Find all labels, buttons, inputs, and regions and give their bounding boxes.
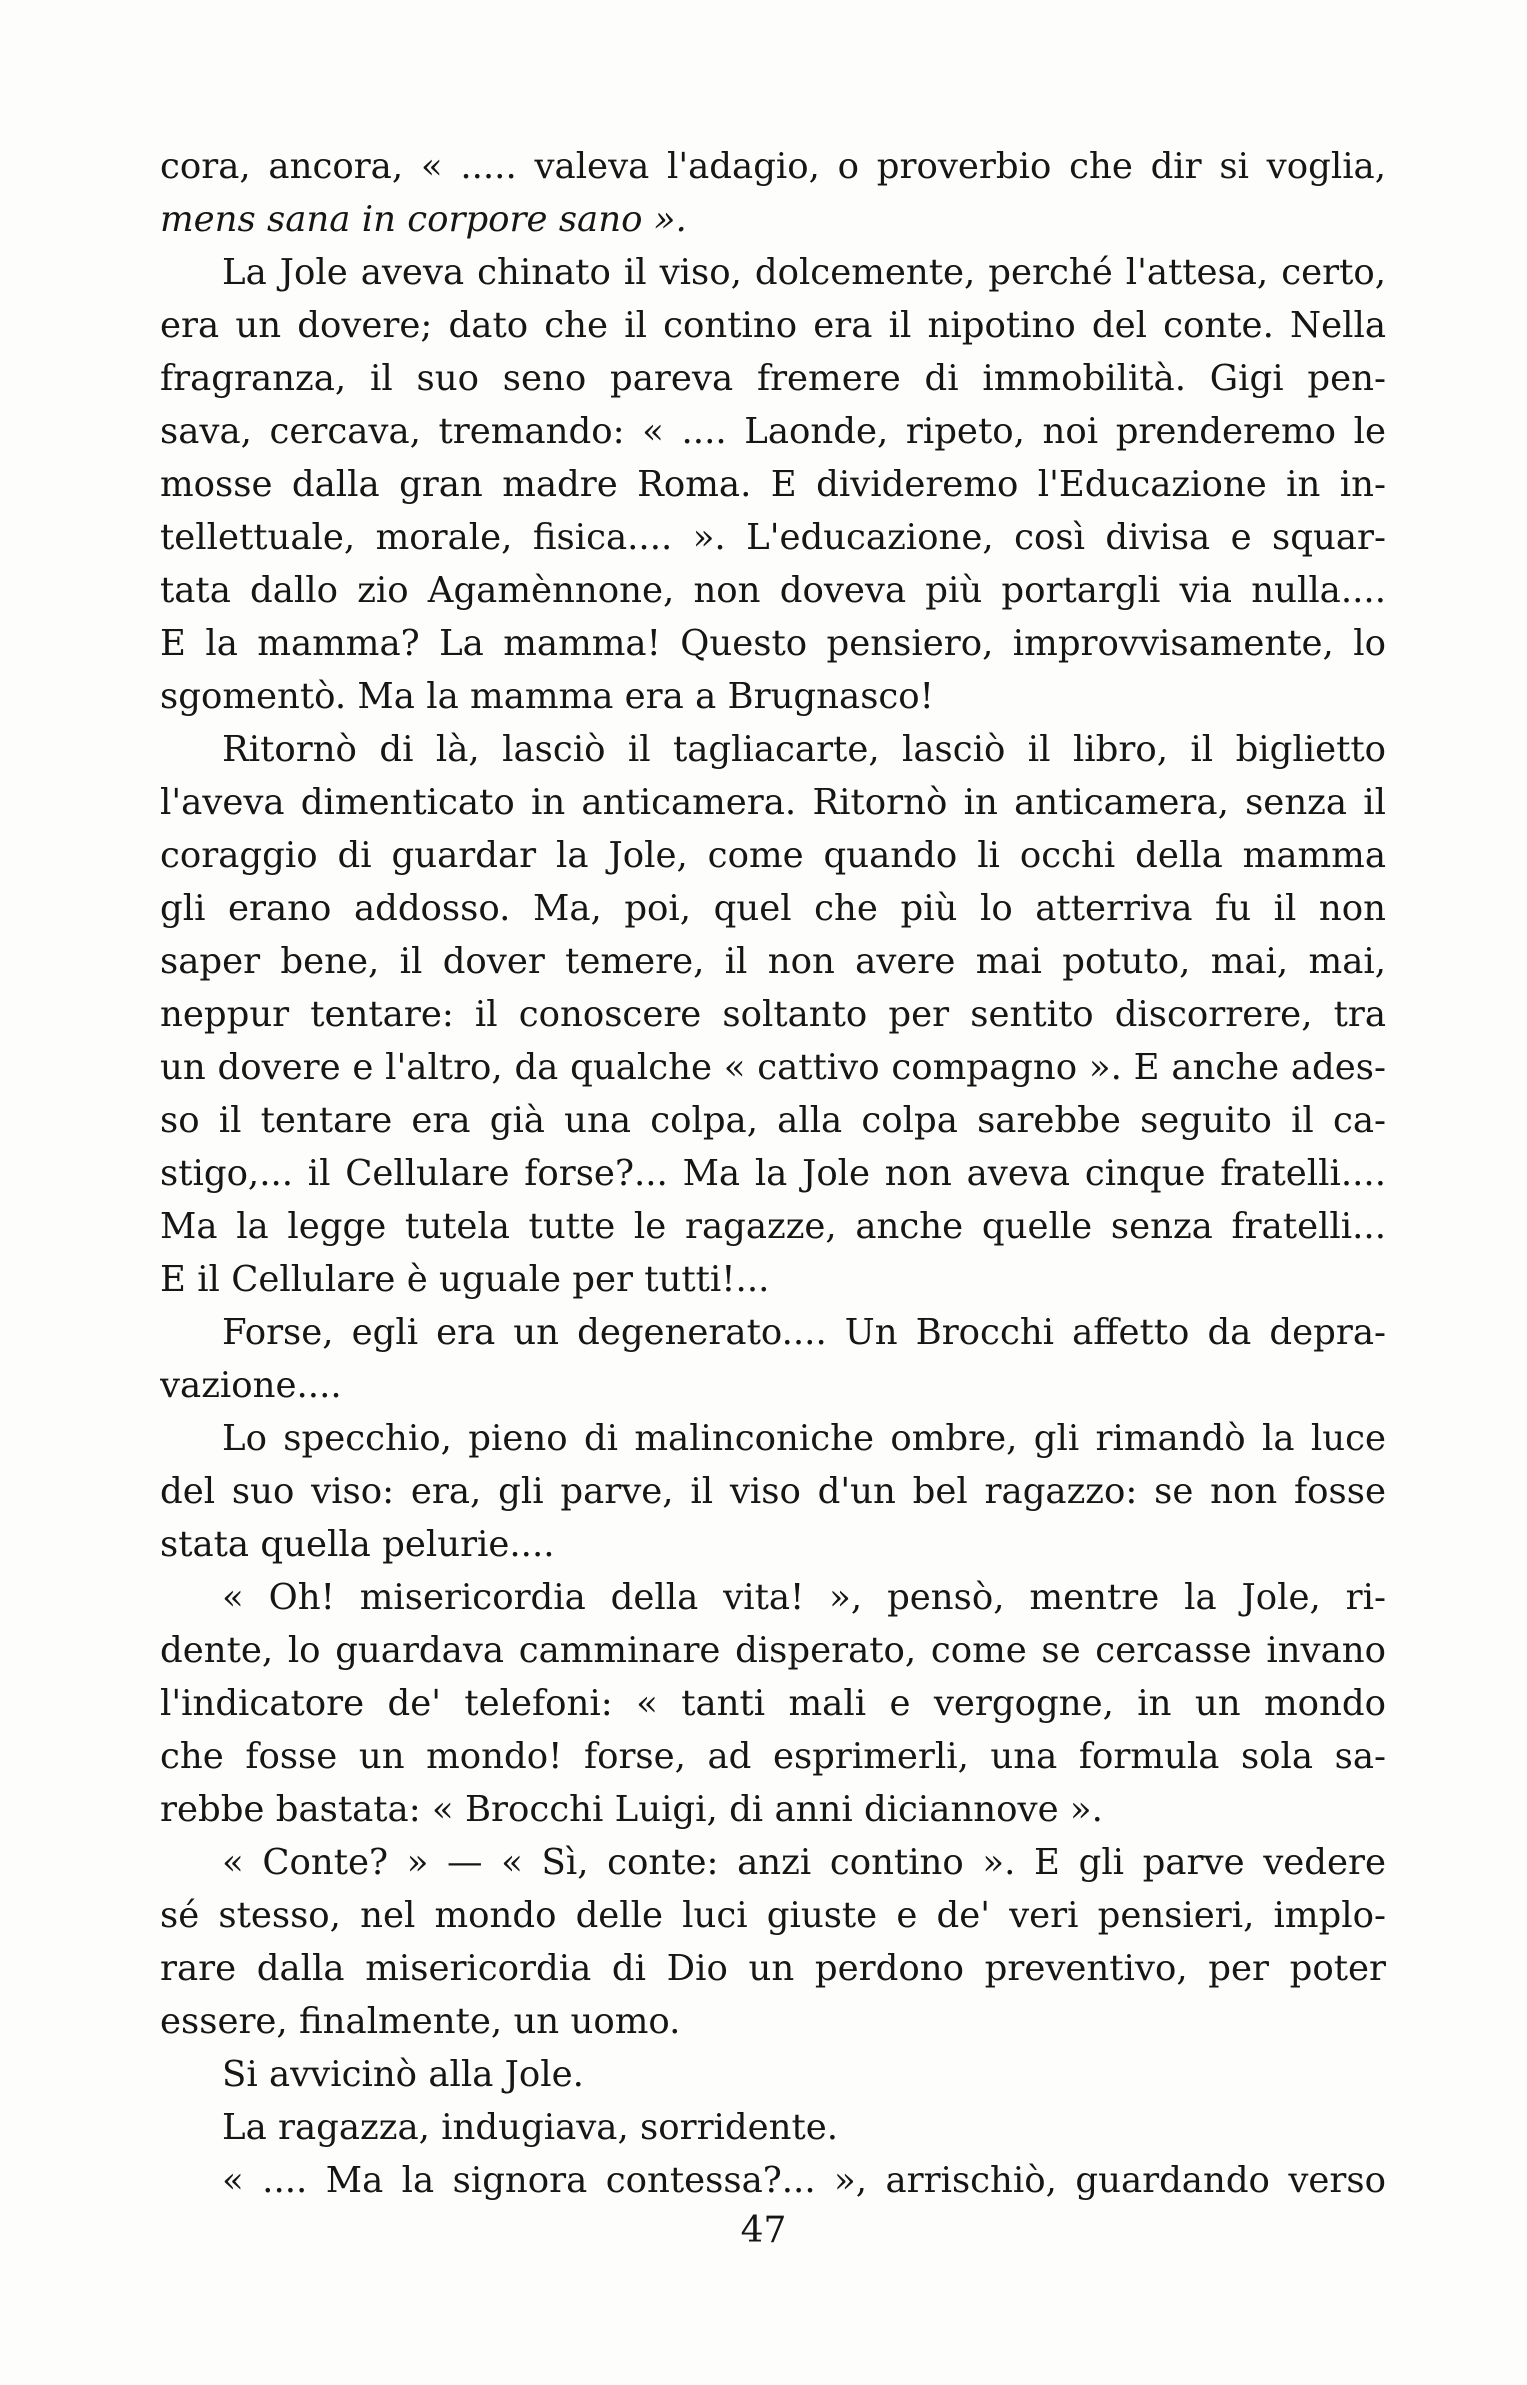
text-line: essere, finalmente, un uomo. — [160, 2001, 681, 2042]
text-line: E la mamma? La mamma! Questo pensiero, improvvisamente, lo — [160, 623, 1386, 664]
text-line: vazione.... — [160, 1365, 342, 1406]
text-line: coraggio di guardar la Jole, come quando li occhi della mamma — [160, 835, 1386, 876]
text-line: « .... Ma la signora contessa?... », arrischiò, guardando verso — [222, 2160, 1386, 2201]
text-line: rare dalla misericordia di Dio un perdono preventivo, per poter — [160, 1948, 1386, 1989]
text-line: mosse dalla gran madre Roma. E divideremo l'Educazione in in- — [160, 464, 1386, 505]
text-line: neppur tentare: il conoscere soltanto per sentito discorrere, tra — [160, 994, 1386, 1035]
text-line: sgomentò. Ma la mamma era a Brugnasco! — [160, 676, 934, 717]
text-line: La ragazza, indugiava, sorridente. — [222, 2107, 839, 2148]
text-line: tellettuale, morale, fisica.... ». L'educazione, così divisa e squar- — [160, 517, 1386, 558]
text-line: che fosse un mondo! forse, ad esprimerli, una formula sola sa- — [160, 1736, 1386, 1777]
text-line: era un dovere; dato che il contino era il nipotino del conte. Nella — [160, 305, 1386, 346]
text-line: saper bene, il dover temere, il non avere mai potuto, mai, mai, — [160, 941, 1386, 982]
text-line: mens sana in corpore sano ». — [160, 199, 687, 240]
text-line: del suo viso: era, gli parve, il viso d'un bel ragazzo: se non fosse — [160, 1471, 1386, 1512]
text-line: Ritornò di là, lasciò il tagliacarte, lasciò il libro, il biglietto — [222, 729, 1386, 770]
text-line: un dovere e l'altro, da qualche « cattivo compagno ». E anche ades- — [160, 1047, 1386, 1088]
text-line: so il tentare era già una colpa, alla colpa sarebbe seguito il ca- — [160, 1100, 1386, 1141]
text-line: E il Cellulare è uguale per tutti!... — [160, 1259, 770, 1300]
page-number: 47 — [740, 2210, 787, 2251]
text-line: fragranza, il suo seno pareva fremere di immobilità. Gigi pen- — [160, 358, 1386, 399]
text-line: Lo specchio, pieno di malinconiche ombre, gli rimandò la luce — [222, 1418, 1386, 1459]
text-line: Forse, egli era un degenerato.... Un Brocchi affetto da depra- — [222, 1312, 1386, 1353]
text-line: Si avvicinò alla Jole. — [222, 2054, 584, 2095]
text-line: Ma la legge tutela tutte le ragazze, anche quelle senza fratelli... — [160, 1206, 1386, 1247]
text-line: rebbe bastata: « Brocchi Luigi, di anni diciannove ». — [160, 1789, 1103, 1830]
text-line: tata dallo zio Agamènnone, non doveva più portargli via nulla.... — [160, 570, 1386, 611]
text-line: stigo,... il Cellulare forse?... Ma la Jole non aveva cinque fratelli.... — [160, 1153, 1386, 1194]
text-line: « Oh! misericordia della vita! », pensò, mentre la Jole, ri- — [222, 1577, 1386, 1618]
page-body-text — [160, 140, 1386, 2207]
text-line: La Jole aveva chinato il viso, dolcemente, perché l'attesa, certo, — [222, 252, 1386, 293]
text-line: cora, ancora, « ..... valeva l'adagio, o proverbio che dir si voglia, — [160, 146, 1386, 187]
text-line: stata quella pelurie.... — [160, 1524, 555, 1565]
text-line: « Conte? » — « Sì, conte: anzi contino ». E gli parve vedere — [222, 1842, 1386, 1883]
text-line: gli erano addosso. Ma, poi, quel che più lo atterriva fu il non — [160, 888, 1386, 929]
text-line: sava, cercava, tremando: « .... Laonde, ripeto, noi prenderemo le — [160, 411, 1386, 452]
text-line: l'indicatore de' telefoni: « tanti mali e vergogne, in un mondo — [160, 1683, 1386, 1724]
text-line: l'aveva dimenticato in anticamera. Ritornò in anticamera, senza il — [160, 782, 1386, 823]
text-line: dente, lo guardava camminare disperato, come se cercasse invano — [160, 1630, 1386, 1671]
text-line: sé stesso, nel mondo delle luci giuste e de' veri pensieri, implo- — [160, 1895, 1386, 1936]
